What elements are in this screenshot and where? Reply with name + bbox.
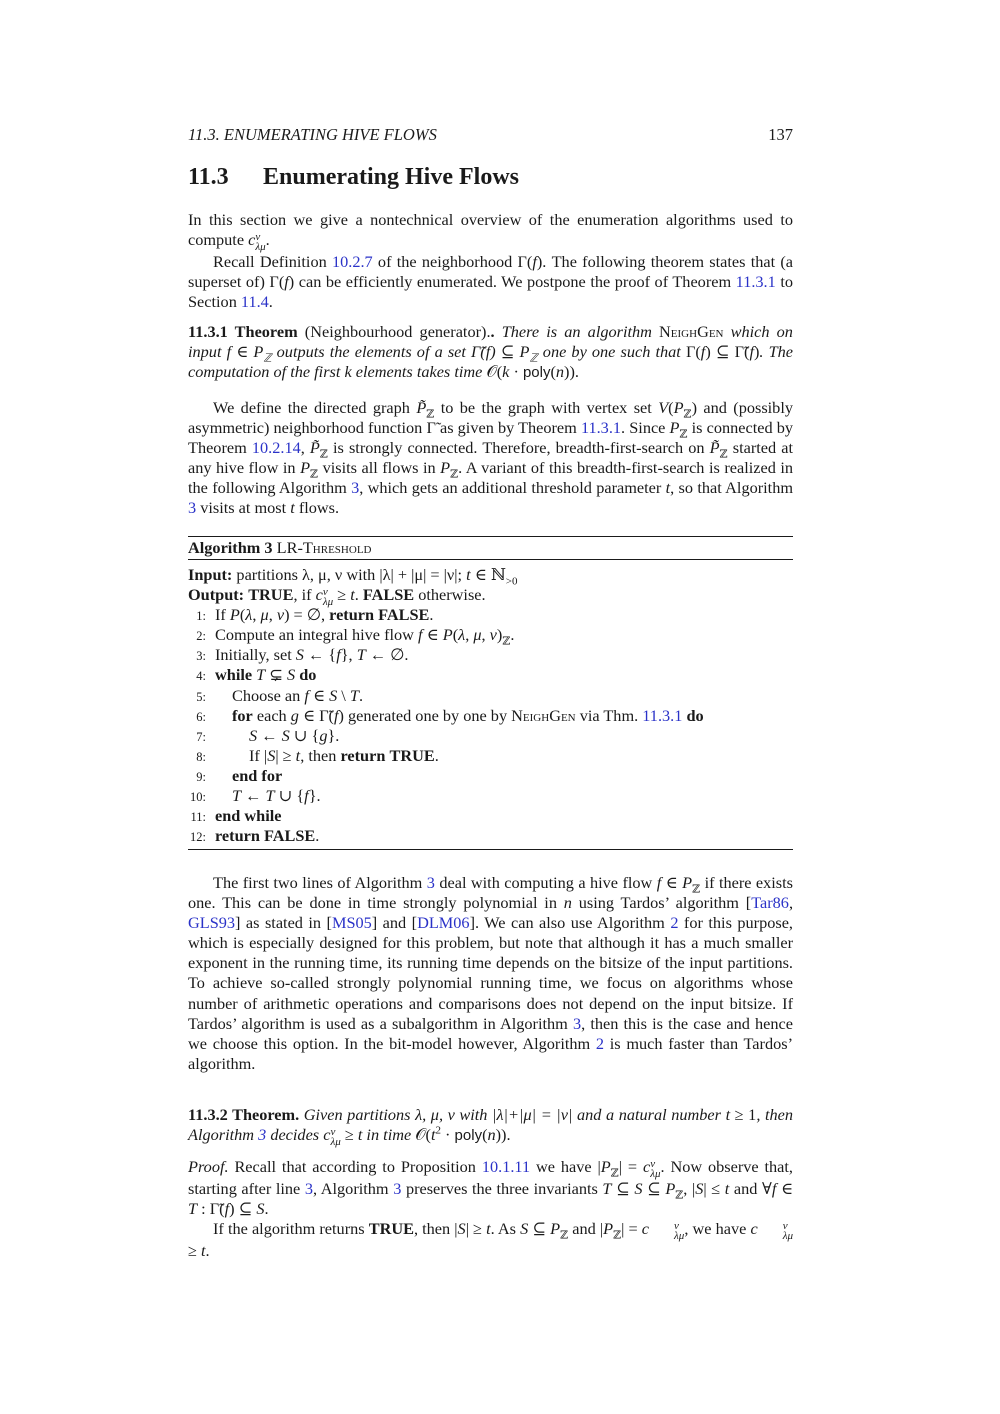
- algorithm-output: Output: TRUE, if c ν λμ ≥ t. FALSE otherwise.: [188, 585, 486, 609]
- algorithm-line: 7: S ← S ∪ {g}.: [196, 725, 340, 745]
- ref-alg-2-b[interactable]: 2: [595, 1033, 605, 1053]
- section-title: Enumerating Hive Flows: [263, 164, 519, 190]
- cite-ms05[interactable]: MS05: [331, 913, 372, 933]
- ref-alg-2-a[interactable]: 2: [670, 913, 679, 933]
- algorithm-bottom-rule: [188, 849, 793, 850]
- algorithm-line: 12: return FALSE.: [190, 826, 320, 846]
- ref-sec-11-4[interactable]: 11.4: [240, 292, 269, 312]
- algorithm-line: 3: Initially, set S ← {f}, T ← ∅.: [196, 645, 409, 665]
- intro-paragraph-2: Recall Definition 10.2.7 of the neighborhood Γ(f). The following theorem states that (a superset of) Γ(f) can be efficiently enumerated. We postpone the proof of Theorem 11.3.1 to Section 11.4.: [188, 252, 793, 312]
- algorithm-3-box: [188, 536, 793, 850]
- theorem-label: 11.3.1 Theorem: [188, 322, 298, 341]
- ref-thm-11-3-1[interactable]: 11.3.1: [735, 272, 776, 292]
- algorithm-line: 11: end while: [190, 806, 282, 826]
- cite-tar86[interactable]: Tar86: [751, 893, 789, 913]
- algorithm-line: 10: T ← T ∪ {f}.: [190, 786, 321, 806]
- algorithm-line: 1: If P(λ, μ, ν) = ∅, return FALSE.: [196, 605, 434, 625]
- ref-thm-11-3-1-b[interactable]: 11.3.1: [580, 418, 622, 438]
- section-number: 11.3: [188, 164, 229, 190]
- running-head-title: 11.3. ENUMERATING HIVE FLOWS: [188, 125, 437, 144]
- algorithm-line: 6: for each g ∈ Γ̃(f) generated one by one by NeighGen via Thm. 11.3.1 do: [196, 705, 704, 725]
- ref-def-10-2-7[interactable]: 10.2.7: [331, 252, 373, 272]
- neighgen-name: NeighGen: [659, 322, 724, 341]
- algorithm-line: 5: Choose an f ∈ S \ T.: [196, 685, 364, 705]
- proof: Proof. Recall that according to Proposition 10.1.11 we have $|P_ℤ| = c$ ν λμ . Now observe that, starting after line 3, Algorithm 3 preserves the three invariants T ⊆ S ⊆ $P_ℤ$, |S| ≤ t and ∀f ∈ T : Γ̃(f) ⊆ S. If the algorithm returns TRUE, then |S| ≥ t. As S ⊆ $P_ℤ$ and $|P_ℤ| = c$ ν λμ , we have c ν λμ ≥ t.: [188, 1157, 794, 1261]
- theorem-label: 11.3.2 Theorem.: [188, 1105, 300, 1124]
- paragraph-tardos: The first two lines of Algorithm 3 deal with computing a hive flow f ∈ $P_ℤ$ if there exists one. This can be done in time strongly polynomial in n using Tardos’ algorithm [Tar86, GLS93] as stated in [MS05] and [DLM06]. We can also use Algorithm 2 for this purpose, which is especially designed for this problem, but note that although it has a much smaller exponent in the running time, its running time depends on the bitsize of the input partitions. To achieve so-called strongly polynomial running time, we focus on algorithms whose number of arithmetic operations and comparisons does not depend on the input bitsize. If Tardos’ algorithm is used as a subalgorithm in Algorithm 3, then this is the case and hence we choose this option. In the bit-model however, Algorithm 2 is much faster than Tardos’ algorithm.: [188, 873, 794, 1073]
- algorithm-body: [188, 560, 793, 849]
- section-heading: [188, 164, 519, 191]
- page-number: 137: [768, 125, 793, 144]
- ref-alg-3-e[interactable]: 3: [258, 1125, 267, 1145]
- intro-paragraph-1: In this section we give a nontechnical overview of the enumeration algorithms used to compute c ν λμ .: [188, 210, 793, 254]
- running-head: [188, 125, 793, 145]
- algorithm-input: Input: partitions λ, μ, ν with |λ| + |μ| = |ν|; t ∈ ℕ$_{>0}$: [188, 565, 518, 588]
- algorithm-line: 4: while T ⊊ S do: [196, 665, 317, 685]
- ref-alg-3-d[interactable]: 3: [572, 1013, 582, 1033]
- ref-prop-10-1-11[interactable]: 10.1.11: [481, 1157, 531, 1176]
- cite-gls93[interactable]: GLS93: [188, 913, 236, 933]
- ref-thm-11-3-1-c[interactable]: 11.3.1: [642, 705, 683, 725]
- theorem-11-3-1: 11.3.1 Theorem (Neighbourhood generator).. There is an algorithm NeighGen which on input f ∈ $P_ℤ$ outputs the elements of a set Γ̃(f) ⊆ $P_ℤ$ one by one such that Γ(f) ⊆ Γ̃(f). The computation of the first k elements takes time 𝒪(k · poly(n)).: [188, 322, 793, 382]
- ref-alg-3-c[interactable]: 3: [426, 873, 435, 892]
- ref-thm-10-2-14[interactable]: 10.2.14: [251, 438, 301, 458]
- ref-alg-3-f[interactable]: 3: [393, 1179, 402, 1198]
- algorithm-line: 2: Compute an integral hive flow f ∈ P(λ, μ, $\nu)_ℤ$.: [196, 625, 515, 648]
- algorithm-caption: Algorithm 3 LR-Threshold: [188, 538, 372, 557]
- cite-dlm06[interactable]: DLM06: [417, 913, 470, 933]
- paragraph-graph: We define the directed graph $P̃_ℤ$ to be the graph with vertex set $V(P_ℤ)$ and (possibly asymmetric) neighborhood function Γ̃ as given by Theorem 11.3.1. Since $P_ℤ$ is connected by Theorem 10.2.14, $P̃_ℤ$ is strongly connected. Therefore, breadth-first-search on $P̃_ℤ$ started at any hive flow in $P_ℤ$ visits all flows in $P_ℤ$. A variant of this breadth-first-search is realized in the following Algorithm 3, which gets an additional threshold parameter t, so that Algorithm 3 visits at most t flows.: [188, 398, 794, 518]
- theorem-11-3-2: 11.3.2 Theorem. Given partitions λ, μ, ν with |λ|+|μ| = |ν| and a natural number t ≥ 1, then Algorithm 3 decides c ν λμ ≥ t in time $𝒪(t^2$ · poly(n)).: [188, 1105, 794, 1149]
- intro-paragraphs: [188, 210, 793, 312]
- proof-label: Proof.: [188, 1157, 229, 1176]
- algorithm-line: 8: If |S| ≥ t, then return TRUE.: [196, 745, 439, 765]
- ref-line-3[interactable]: 3: [304, 1179, 313, 1198]
- algorithm-line: 9: end for: [196, 765, 283, 785]
- ref-alg-3-b[interactable]: 3: [188, 498, 197, 518]
- ref-alg-3-a[interactable]: 3: [351, 478, 360, 498]
